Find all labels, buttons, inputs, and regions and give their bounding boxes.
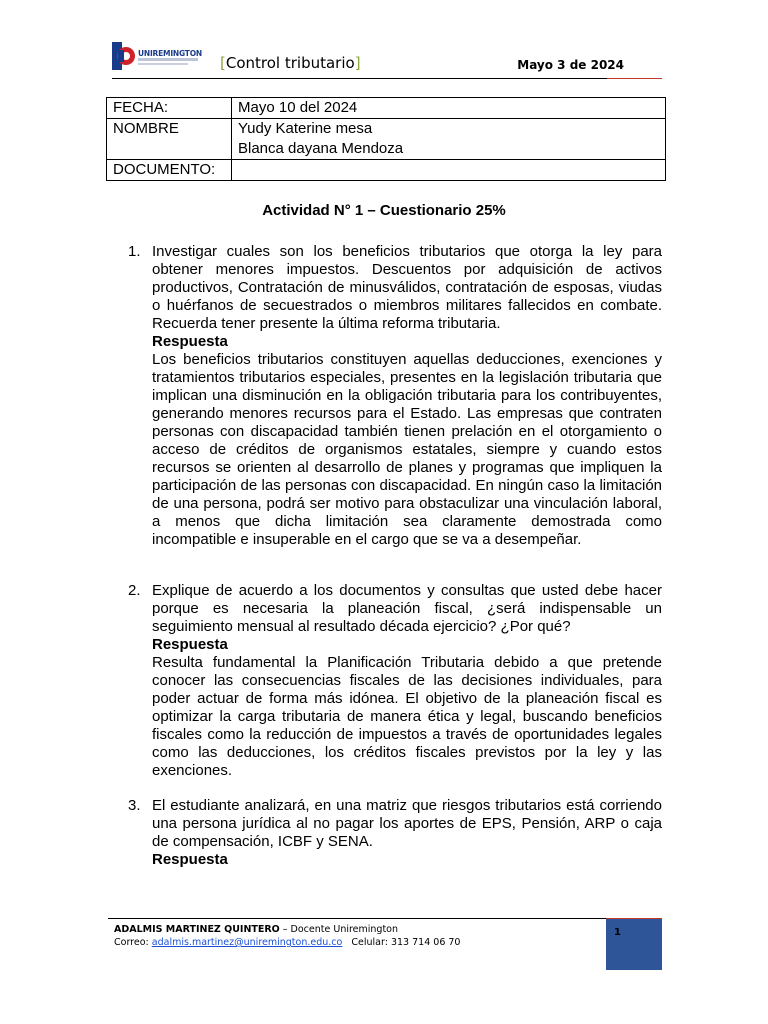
response-label: Respuesta <box>152 851 228 868</box>
document-title: [Control tributario] <box>220 54 361 72</box>
response-label: Respuesta <box>152 333 228 350</box>
question-number: 3. <box>128 797 141 814</box>
table-row <box>107 119 666 160</box>
question-text: Investigar cuales son los beneficios tributarios que otorga la ley para obtener menores impuestos. Descuentos por adquisición de activos productivos, Contratación de minusválidos, contratación de esposas, viudas o huérfanos de secuestrados o miembros militares fallecidos en combate. Recuerda tener presente la última reforma tributaria. <box>152 243 662 332</box>
student-name: Blanca dayana Mendoza <box>238 140 404 157</box>
question-body <box>152 797 662 869</box>
logo-tagline-line <box>138 58 198 61</box>
question-text: El estudiante analizará, en una matriz que riesgos tributarios está corriendo una persona jurídica al no pagar los aportes de EPS, Pensión, ARP o caja de compensación, ICBF y SENA. <box>152 797 662 850</box>
answer-text: Resulta fundamental la Planificación Tributaria debido a que pretende conocer las consecuencias fiscales de las decisiones individuales, para poder actuar de forma más idónea. El objetivo de la planeación fiscal es optimizar la carga tributaria de manera ética y legal, buscando beneficios fiscales como la reducción de impuestos a través de oportunidades legales como las deducciones, los créditos fiscales previstos por la ley y las exenciones. <box>152 654 662 779</box>
question-number: 2. <box>128 582 141 599</box>
documento-value <box>232 160 666 181</box>
uniremington-logo <box>112 40 202 72</box>
question-body <box>152 582 662 780</box>
question-number: 1. <box>128 243 141 260</box>
documento-label: DOCUMENTO: <box>107 160 232 181</box>
question-text: Explique de acuerdo a los documentos y consultas que usted debe hacer porque es necesaria la planeación fiscal, ¿será indispensable un seguimiento mensual al resultado década ejercicio? ¿Por qué? <box>152 582 662 635</box>
header-date: Mayo 3 de 2024 <box>517 58 624 72</box>
page-footer <box>114 923 460 949</box>
student-name: Yudy Katerine mesa <box>238 120 373 137</box>
author-role: – Docente Uniremington <box>279 924 399 935</box>
fecha-label: FECHA: <box>107 98 232 119</box>
table-row <box>107 98 666 119</box>
question-body <box>152 243 662 549</box>
activity-title: Actividad N° 1 – Cuestionario 25% <box>262 202 506 219</box>
nombre-label: NOMBRE <box>107 119 232 160</box>
student-info-table <box>106 97 666 181</box>
email-link[interactable]: adalmis.martinez@uniremington.edu.co <box>151 937 343 948</box>
header-divider-accent <box>607 78 662 79</box>
logo-tagline-line <box>138 63 188 65</box>
page-number-box <box>606 919 662 970</box>
phone-text: Celular: 313 714 06 70 <box>351 937 461 948</box>
fecha-value: Mayo 10 del 2024 <box>232 98 666 119</box>
table-row <box>107 160 666 181</box>
header-divider <box>112 78 607 79</box>
page-header <box>112 40 662 80</box>
page-number: 1 <box>614 927 621 938</box>
footer-divider <box>108 918 606 919</box>
logo-text: UNIREMINGTON <box>138 49 202 58</box>
answer-text: Los beneficios tributarios constituyen aquellas deducciones, exenciones y tratamientos tributarios especiales, presentes en la legislación tributaria que implican una disminución en la obligación tributaria para los contribuyentes, generando menores recursos para el Estado. Las empresas que contraten personas con discapacidad también tienen prelación en el otorgamiento o acceso de créditos de organismos estatales, siempre y cuando estos recursos se orienten al desarrollo de planes y programas que impliquen la participación de las personas con discapacidad. En ningún caso la limitación de una persona, podrá ser motivo para obstaculizar una vinculación laboral, a menos que dicha limitación sea claramente demostrada como incompatible e insuperable en el cargo que se va a desempeñar. <box>152 351 662 548</box>
email-label: Correo: <box>114 937 152 948</box>
logo-mark-icon <box>112 42 136 70</box>
nombre-values <box>232 119 666 160</box>
response-label: Respuesta <box>152 636 228 653</box>
author-name: ADALMIS MARTINEZ QUINTERO <box>114 924 280 935</box>
